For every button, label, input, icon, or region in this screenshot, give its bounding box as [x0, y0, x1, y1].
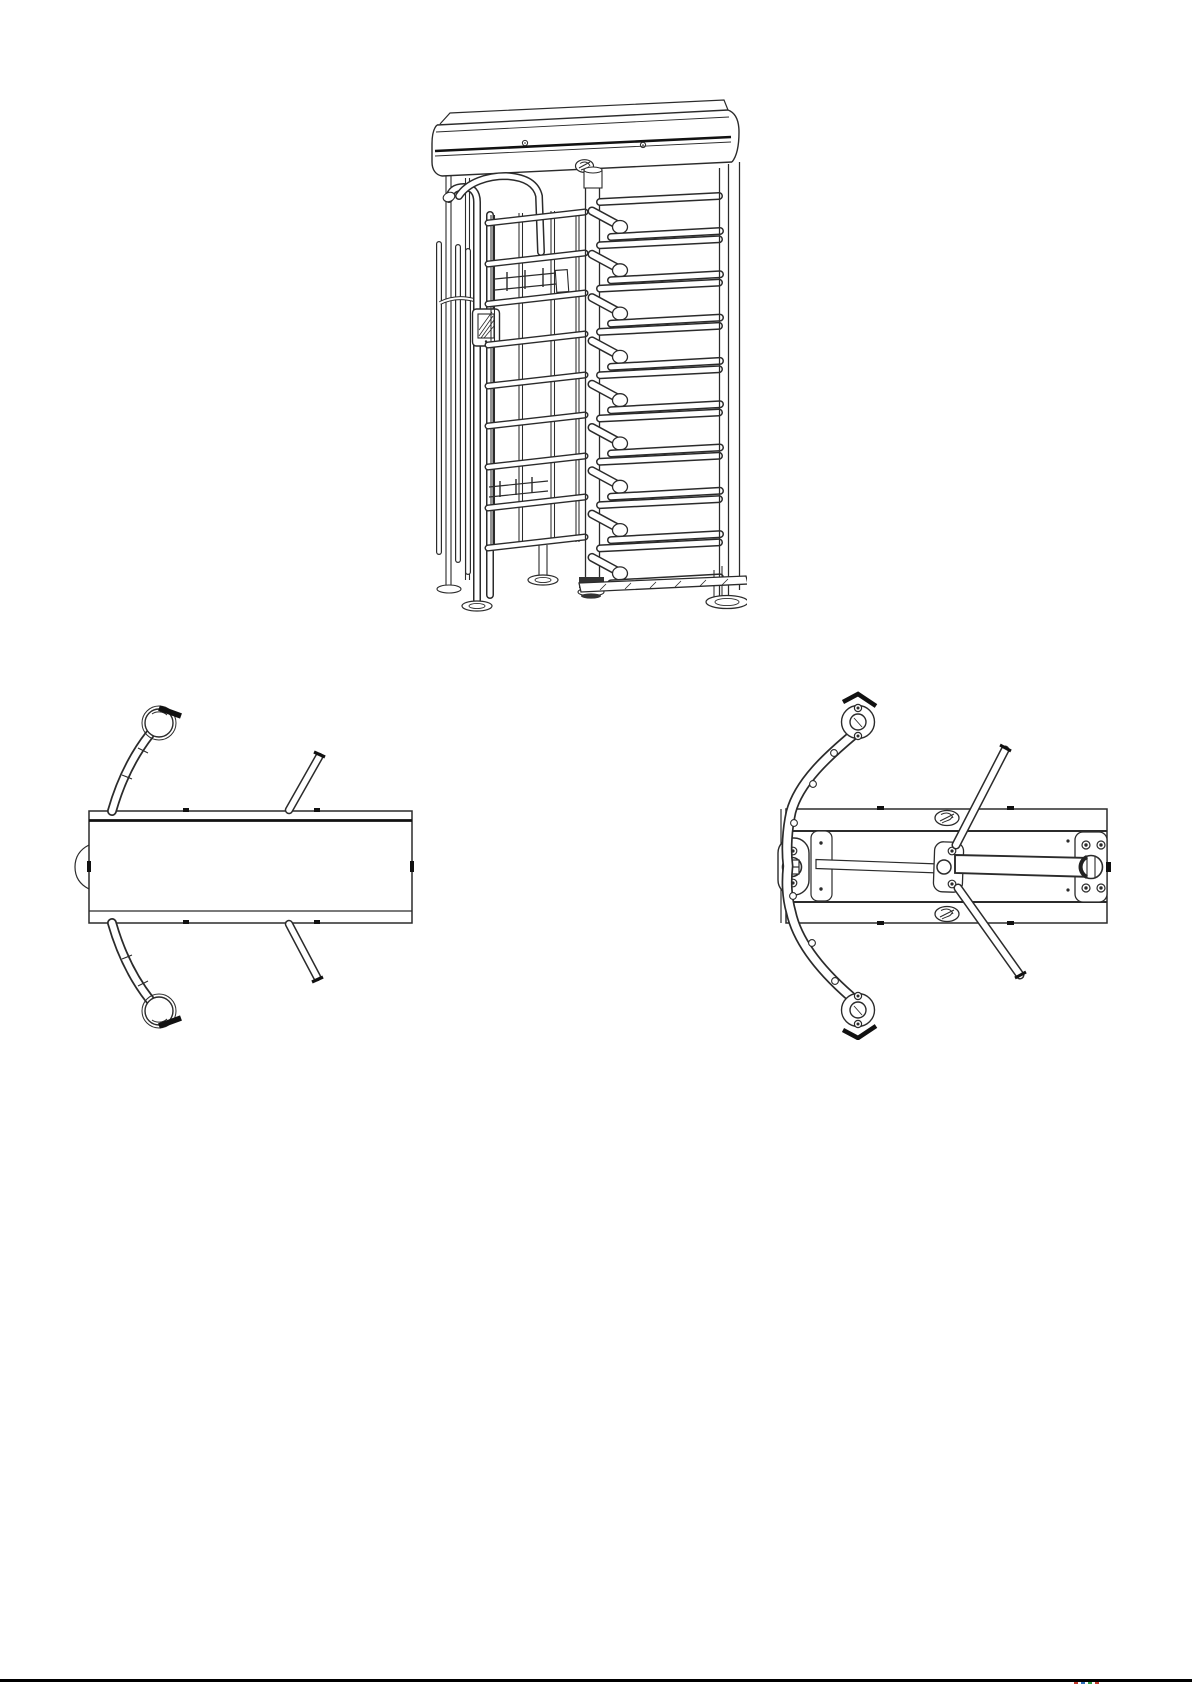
- rotor: [578, 167, 720, 599]
- flange-bottom: [842, 992, 877, 1038]
- fixed-barrier: [488, 210, 585, 585]
- housing-outline: [75, 808, 414, 924]
- plan-view-left-drawing: [60, 645, 430, 1055]
- guide-arm-lower: [112, 923, 181, 1028]
- flange-top: [842, 694, 877, 740]
- rotor-arm-right: [955, 855, 1093, 877]
- print-mark: [1081, 1682, 1085, 1684]
- rotor-arm-upper: [289, 752, 325, 810]
- card-reader: [473, 309, 500, 346]
- anti-climb-comb-upper: [495, 268, 569, 292]
- brand-logo-icon: [935, 907, 959, 922]
- plan-view-right-drawing: [720, 640, 1120, 1040]
- figure-plan-view-left: [60, 645, 430, 1055]
- figure-plan-view-right: [720, 640, 1120, 1040]
- print-mark: [1074, 1682, 1078, 1684]
- rotor-arm-lower: [289, 924, 323, 982]
- print-mark: [1088, 1682, 1092, 1684]
- guide-arm-upper: [112, 706, 181, 811]
- footer-print-marks: [1074, 1682, 1099, 1684]
- perspective-view-drawing: [395, 95, 747, 615]
- footer-rule: [0, 1679, 1192, 1682]
- print-mark: [1095, 1682, 1099, 1684]
- canopy: [432, 100, 739, 176]
- figure-perspective-view: [395, 95, 747, 615]
- brand-logo-icon: [935, 811, 959, 826]
